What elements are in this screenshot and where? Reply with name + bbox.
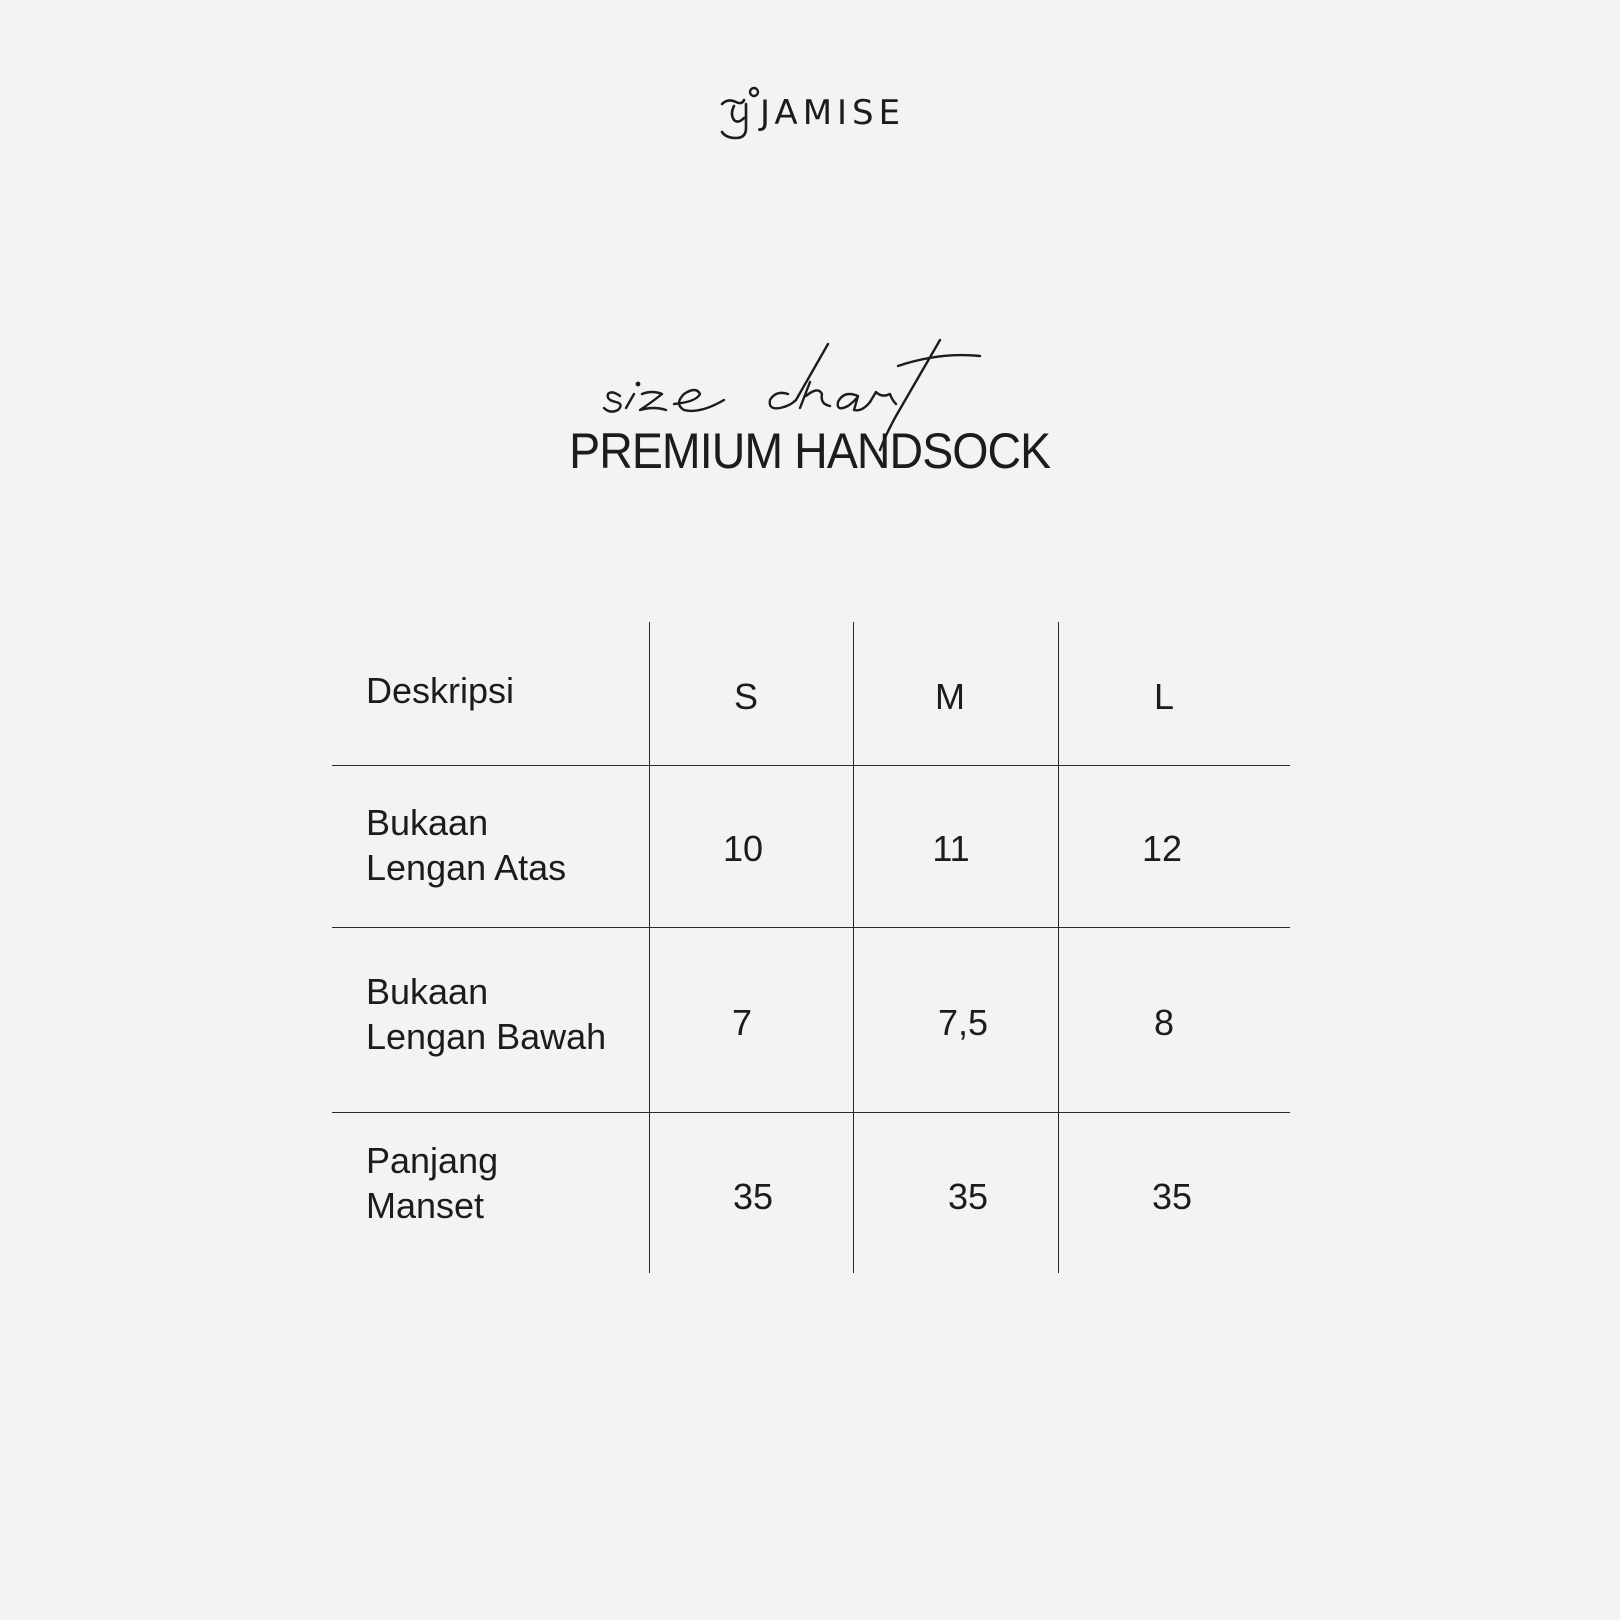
row-label-line2: Lengan Bawah	[366, 1016, 607, 1057]
jamise-monogram-icon	[718, 84, 760, 140]
row-label-line2: Manset	[366, 1185, 485, 1226]
header-size-l: L	[1153, 676, 1175, 717]
product-title	[0, 423, 1620, 479]
column-divider	[1058, 622, 1059, 1273]
row-divider	[332, 1112, 1290, 1113]
value-l: 12	[1141, 828, 1183, 869]
product-title-text: PREMIUM HANDSOCK	[569, 423, 1051, 479]
value-l: 35	[1151, 1176, 1193, 1217]
row-divider	[332, 927, 1290, 928]
column-divider	[649, 622, 650, 1273]
row-label-line1: Bukaan	[366, 802, 489, 843]
value-m: 7,5	[937, 1002, 989, 1043]
value-m: 35	[947, 1176, 989, 1217]
value-s: 10	[722, 828, 764, 869]
row-label-line1: Panjang	[366, 1140, 499, 1181]
column-divider	[853, 622, 854, 1273]
brand-logo	[718, 84, 908, 140]
value-s: 35	[732, 1176, 774, 1217]
row-label-line2: Lengan Atas	[366, 847, 567, 888]
header-description: Deskripsi	[366, 670, 515, 711]
header-size-m: M	[935, 676, 965, 717]
value-m: 11	[932, 828, 970, 869]
value-s: 7	[731, 1002, 753, 1043]
size-table	[332, 622, 1290, 1273]
header-size-s: S	[733, 676, 758, 717]
value-l: 8	[1153, 1002, 1175, 1043]
row-label-line1: Bukaan	[366, 971, 489, 1012]
row-divider	[332, 765, 1290, 766]
brand-name: JAMISE	[760, 93, 906, 133]
